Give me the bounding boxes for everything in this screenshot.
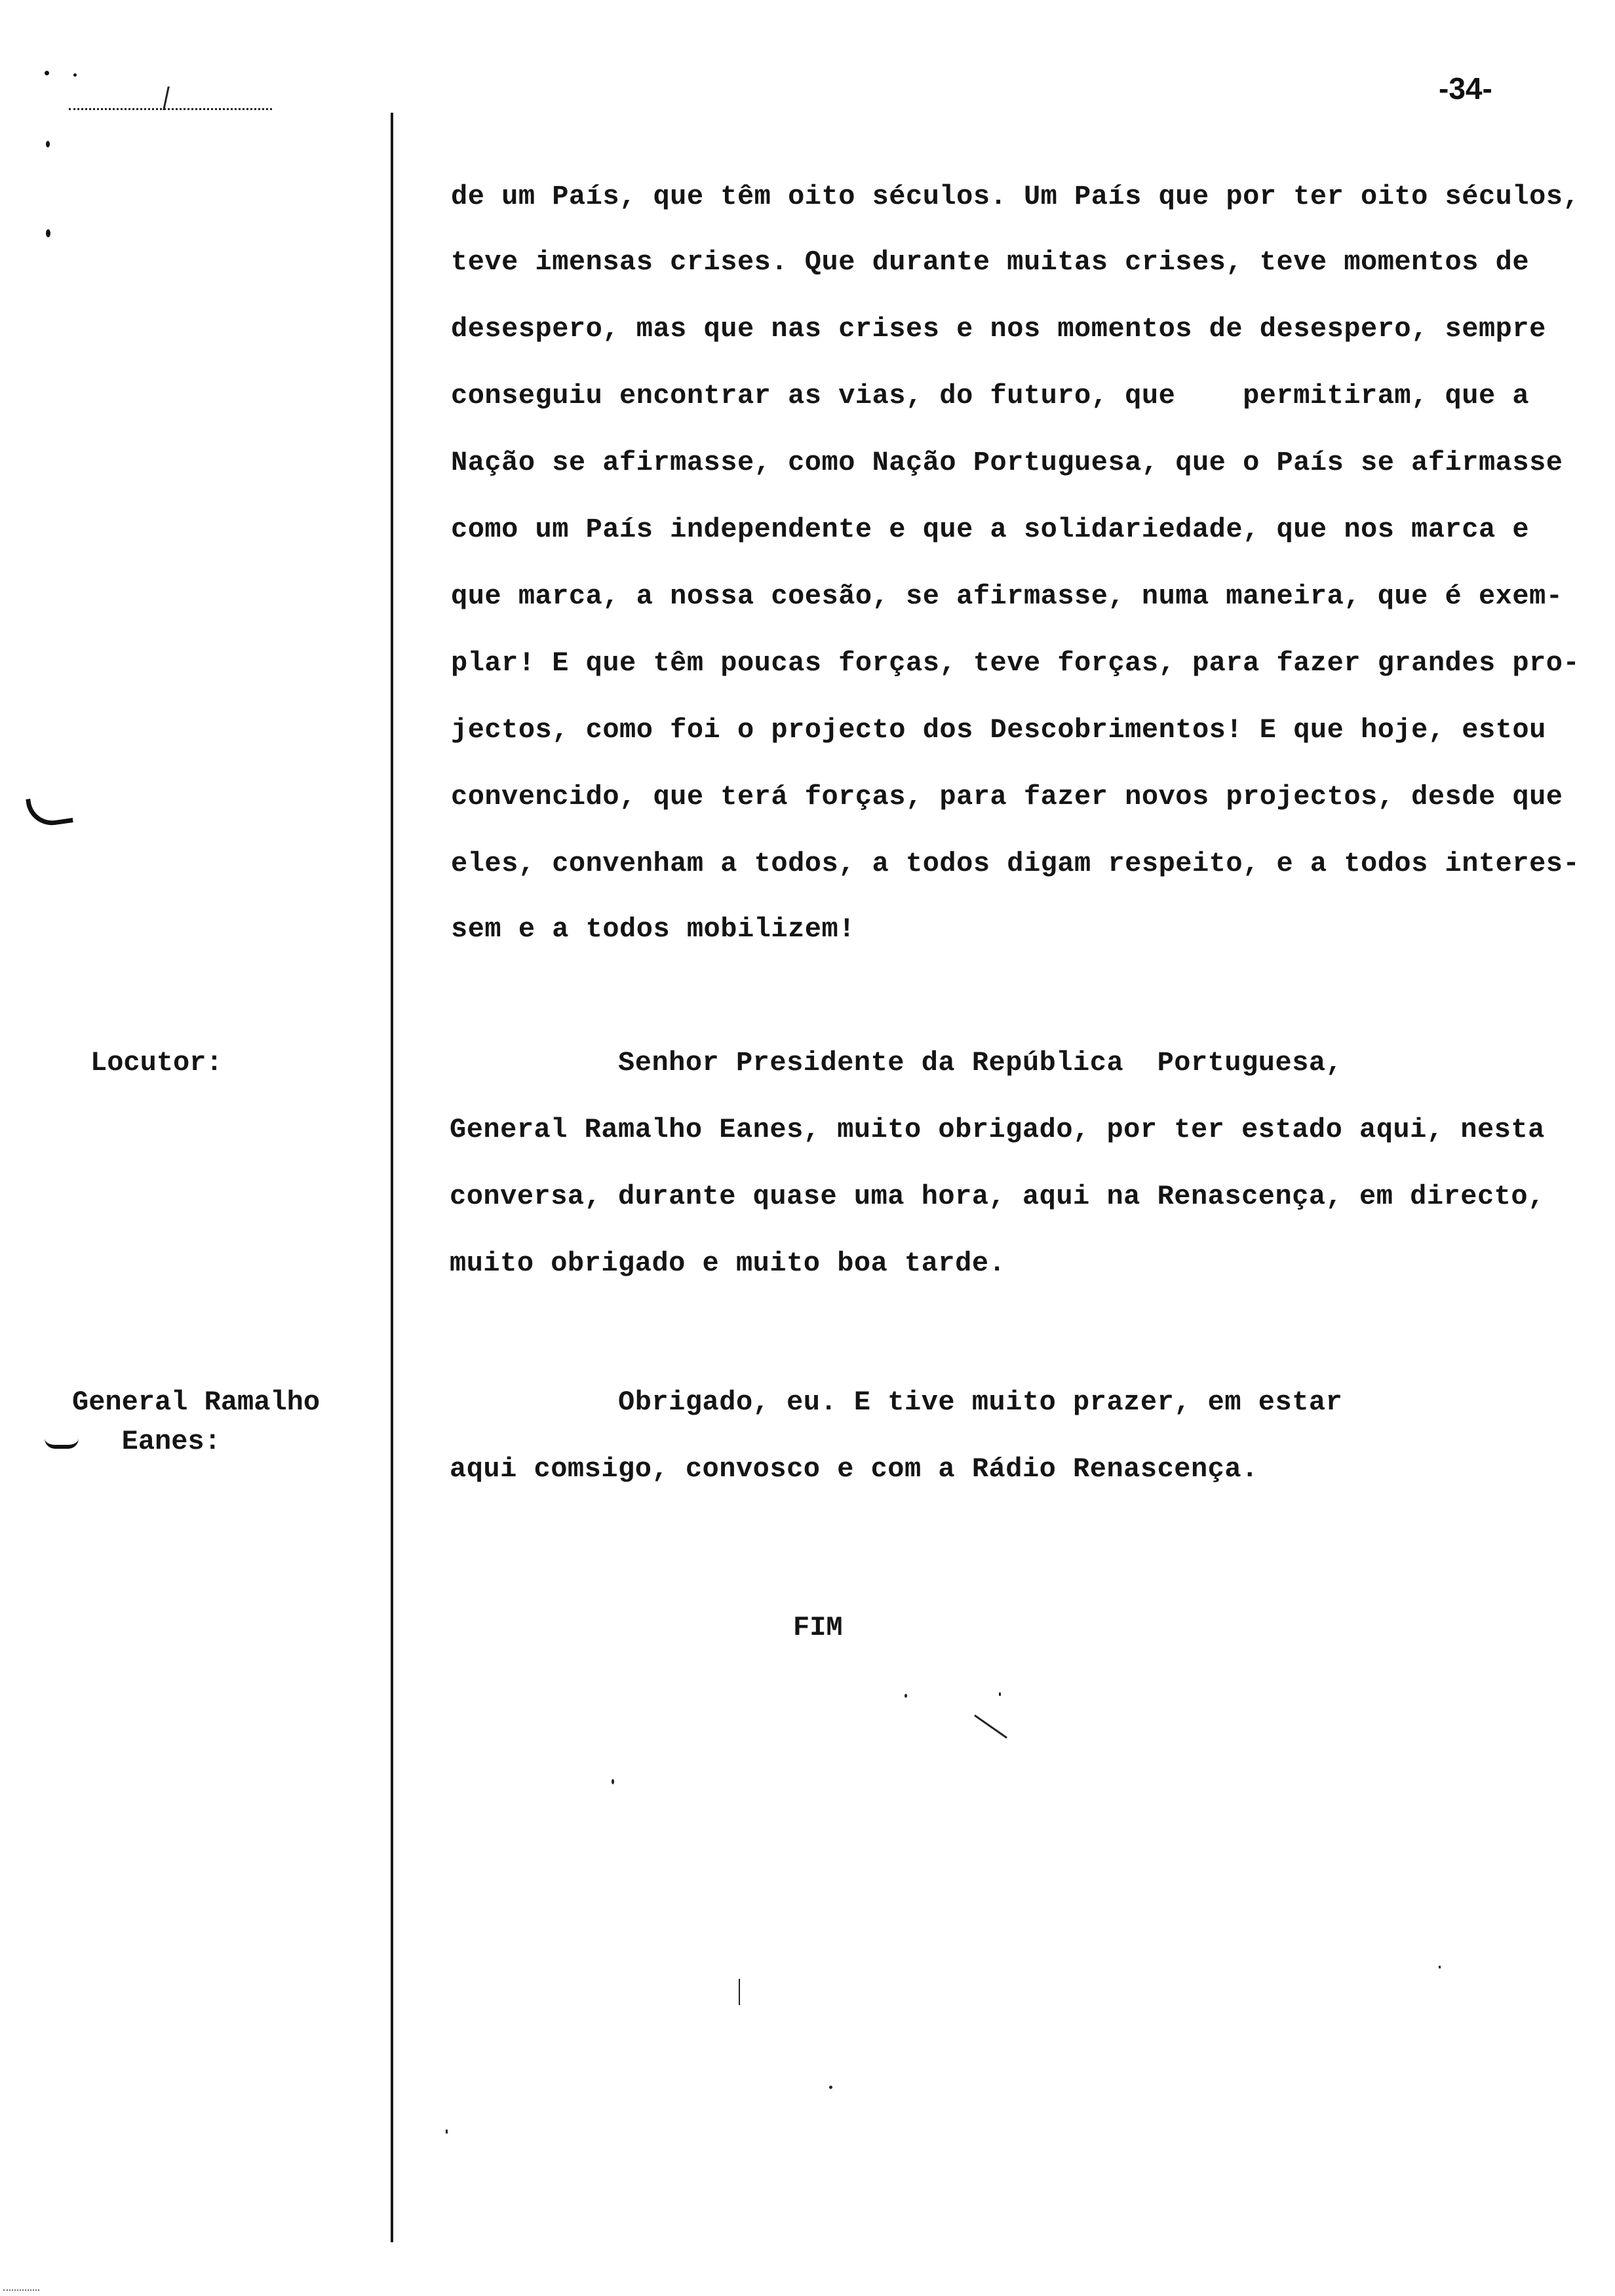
- stray-dot: [999, 1693, 1001, 1696]
- paragraph-line: jectos, como foi o projecto dos Descobrimentos! E que hoje, estou: [451, 714, 1546, 746]
- header-slash-mark: [163, 86, 170, 110]
- stray-dot: [46, 141, 50, 147]
- speaker-label: Locutor:: [90, 1047, 223, 1079]
- stray-dot: [45, 71, 49, 75]
- paragraph-line: sem e a todos mobilizem!: [451, 913, 855, 945]
- closing-fim: FIM: [793, 1612, 843, 1643]
- bottom-dotted-noise: [3, 2289, 39, 2291]
- stray-dot: [73, 73, 77, 77]
- speaker-label: Eanes:: [72, 1426, 221, 1457]
- paragraph-line: plar! E que têm poucas forças, teve forças, para fazer grandes pro-: [451, 647, 1580, 679]
- stray-dot: [829, 2086, 832, 2089]
- handwritten-bracket-mark: [26, 794, 73, 829]
- stray-dot: [612, 1779, 614, 1784]
- paragraph-line: eles, convenham a todos, a todos digam respeito, e a todos interes-: [451, 848, 1580, 879]
- stray-dot: [1439, 1966, 1441, 1968]
- stray-dot: [46, 229, 50, 237]
- exchange-line: General Ramalho Eanes, muito obrigado, por ter estado aqui, nesta: [450, 1114, 1545, 1145]
- speaker-margin-rule: [391, 113, 393, 2242]
- speaker-label: General Ramalho: [72, 1387, 321, 1418]
- stray-pen-stroke: [974, 1715, 1007, 1739]
- stray-dot: [905, 1694, 907, 1698]
- paragraph-line: convencido, que terá forças, para fazer novos projectos, desde que: [451, 781, 1563, 813]
- stray-pen-stroke: [739, 1979, 740, 2005]
- paragraph-line: de um País, que têm oito séculos. Um País que por ter oito séculos,: [451, 181, 1580, 212]
- paragraph-line: teve imensas crises. Que durante muitas crises, teve momentos de: [451, 246, 1530, 278]
- paragraph-line: conseguiu encontrar as vias, do futuro, que permitiram, que a: [451, 380, 1530, 411]
- paragraph-line: Nação se afirmasse, como Nação Portuguesa, que o País se afirmasse: [451, 447, 1563, 478]
- stray-dot: [446, 2130, 448, 2133]
- exchange-line: conversa, durante quase uma hora, aqui na Renascença, em directo,: [450, 1181, 1545, 1212]
- exchange-line: Senhor Presidente da República Portuguesa,: [450, 1047, 1343, 1079]
- page-number: -34-: [1439, 71, 1492, 105]
- paragraph-line: desespero, mas que nas crises e nos momentos de desespero, sempre: [451, 313, 1546, 345]
- exchange-line: aqui comsigo, convosco e com a Rádio Renascença.: [450, 1453, 1258, 1485]
- exchange-line: muito obrigado e muito boa tarde.: [450, 1248, 1006, 1279]
- exchange-line: Obrigado, eu. E tive muito prazer, em estar: [450, 1387, 1343, 1418]
- header-dotted-rule: [69, 108, 272, 110]
- paragraph-line: como um País independente e que a solidariedade, que nos marca e: [451, 514, 1530, 545]
- paragraph-line: que marca, a nossa coesão, se afirmasse, numa maneira, que é exem-: [451, 581, 1563, 612]
